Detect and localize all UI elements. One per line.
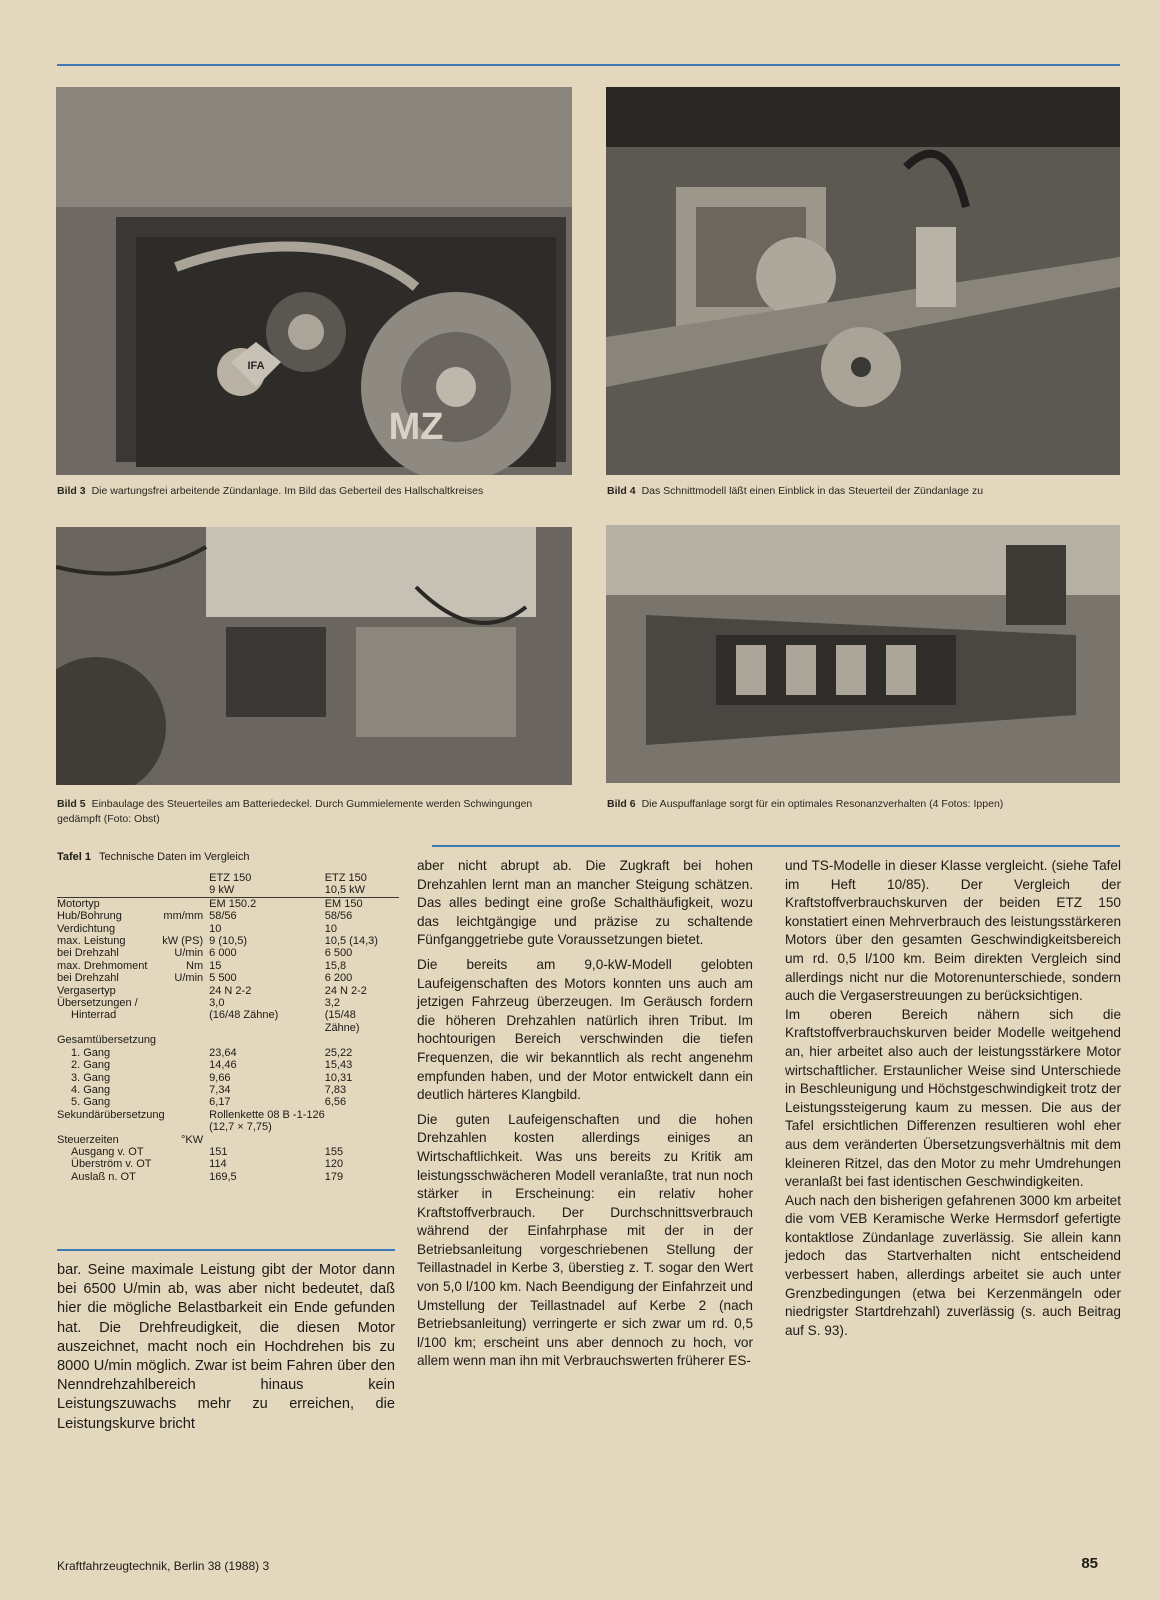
row-label: 5. Gang bbox=[71, 1096, 111, 1109]
row-label-cell bbox=[57, 1072, 209, 1084]
row-label-cell bbox=[57, 923, 209, 935]
paragraph: und TS-Modelle in dieser Klasse vergleicht. (siehe Tafel im Heft 10/85). Der Vergleich der Kraftstoffverbrauchskurven der beiden ETZ 150 konstatiert einen Mehrverbrauch des leistungsstärkeren Motors über den gesamten Geschwindigkeitsbereich um rd. 0,5 l/100 km. Beim direkten Vergleich sind allerdings nicht nur die Motorenunterschiede, sondern auch die Vergaserstreuungen zu berücksichtigen. bbox=[785, 858, 1121, 1004]
value-cell-10-5kw: Zähne) bbox=[324, 1021, 360, 1034]
table-row bbox=[57, 910, 399, 922]
caption-label: Bild 5 bbox=[57, 798, 86, 810]
row-unit: U/min bbox=[174, 947, 204, 960]
spec-table bbox=[57, 872, 399, 1183]
row-label: bei Drehzahl bbox=[57, 972, 119, 985]
value-cell-10-5kw: 10,5 (14,3) bbox=[324, 935, 378, 948]
table-label: Tafel 1 bbox=[57, 851, 92, 863]
value-cell-10-5kw: 10,31 bbox=[324, 1071, 353, 1084]
value-cell-10-5kw: 120 bbox=[324, 1158, 344, 1171]
value-cell-10-5kw bbox=[325, 1109, 399, 1121]
table-row bbox=[57, 1059, 399, 1071]
row-label-cell bbox=[57, 910, 209, 922]
caption-text: Die wartungsfrei arbeitende Zündanlage. Im Bild das Geberteil des Hallschaltkreises bbox=[91, 485, 484, 497]
value-cell-9kw: 114 bbox=[209, 1158, 227, 1171]
paragraph: Die bereits am 9,0-kW-Modell gelobten Laufeigenschaften des Motors konnten uns auch am jetzigen Fahrzeug überzeugen. Im Geräusch fordern die höheren Drehzahlen natürlich ihren Tribut. Im hochtourigen Bereich verschwinden die tiefen Frequenzen, die wir bekanntlich als recht angenehm empfunden haben, und der Motor entwickelt dann ein deutlich härteres Klangbild. bbox=[417, 956, 753, 1103]
value-cell-10-5kw: 7,83 bbox=[324, 1083, 347, 1096]
value-cell-9kw: 15 bbox=[209, 959, 222, 972]
row-label-cell bbox=[57, 1059, 209, 1071]
row-label: bei Drehzahl bbox=[57, 947, 119, 960]
row-label-cell bbox=[57, 985, 209, 997]
row-label-cell bbox=[57, 972, 209, 984]
value-cell-10-5kw: 179 bbox=[324, 1170, 344, 1183]
table-row bbox=[57, 923, 399, 935]
caption-text: Einbaulage des Steuerteiles am Batteriedeckel. Durch Gummielemente werden Schwingungen gedämpft (Foto: Obst) bbox=[57, 798, 533, 825]
table-row bbox=[57, 1009, 399, 1021]
table-row bbox=[57, 1047, 399, 1059]
table-row bbox=[57, 1084, 399, 1096]
row-label-cell bbox=[57, 1158, 209, 1170]
row-label-cell bbox=[57, 1096, 209, 1108]
table-title bbox=[57, 851, 249, 863]
value-cell-9kw: 10 bbox=[209, 922, 222, 935]
paragraph: bar. Seine maximale Leistung gibt der Motor dann bei 6500 U/min ab, was aber nicht bedeutet, daß hier die mögliche Belastbarkeit ein Ende gefunden hat. Die Drehfreudigkeit, die diesen Motor auszeichnet, macht noch ein Hochdrehen bis zu 8000 U/min möglich. Zwar ist beim Fahren über den Nenndrehzahlbereich hinaus kein Leistungszuwachs mehr zu erreichen, die Leistungskurve bricht bbox=[57, 1262, 395, 1432]
value-cell-10-5kw: 10 bbox=[324, 922, 337, 935]
value-cell-9kw: 7,34 bbox=[209, 1083, 231, 1096]
body-text-right-column bbox=[785, 857, 1121, 1340]
value-cell-10-5kw: (15/48 bbox=[324, 1009, 356, 1022]
row-label-cell bbox=[57, 947, 209, 959]
value-cell-10-5kw: EM 150 bbox=[324, 897, 363, 910]
value-cell-10-5kw: 6 500 bbox=[324, 947, 353, 960]
value-cell-10-5kw: 6,56 bbox=[324, 1096, 347, 1109]
column-header: 10,5 kW bbox=[324, 884, 366, 897]
table-row bbox=[57, 935, 399, 947]
value-cell-10-5kw: 155 bbox=[324, 1145, 344, 1158]
value-cell-9kw: 9,66 bbox=[209, 1071, 231, 1084]
table-row bbox=[57, 1096, 399, 1108]
body-text-left-column bbox=[57, 1261, 395, 1434]
value-cell-9kw: 151 bbox=[209, 1145, 228, 1158]
table-row bbox=[57, 1034, 399, 1046]
value-cell-9kw: Rollenkette 08 B -1-126 bbox=[209, 1108, 325, 1121]
value-cell-9kw bbox=[209, 1022, 325, 1034]
value-cell-9kw: 6 000 bbox=[209, 947, 237, 960]
photo-bild4-cutaway-control-unit bbox=[606, 87, 1120, 475]
value-cell-10-5kw: 15,43 bbox=[324, 1059, 353, 1072]
top-rule bbox=[57, 64, 1120, 66]
value-cell-9kw: 24 N 2-2 bbox=[209, 984, 252, 997]
value-cell-9kw: 58/56 bbox=[209, 910, 237, 923]
table-row bbox=[57, 1022, 399, 1034]
table-row bbox=[57, 1134, 399, 1146]
value-cell-10-5kw: 6 200 bbox=[324, 972, 353, 985]
row-label-cell bbox=[57, 1171, 209, 1183]
page-number: 85 bbox=[1081, 1555, 1098, 1572]
row-label: Verdichtung bbox=[57, 922, 116, 935]
photo-bild3-ignition-rotor bbox=[56, 87, 572, 475]
value-cell-9kw: 23,64 bbox=[209, 1046, 237, 1059]
mid-rule-right bbox=[432, 845, 1120, 847]
column-header: ETZ 150 bbox=[209, 872, 252, 884]
row-unit: kW (PS) bbox=[162, 935, 204, 948]
value-cell-9kw: 14,46 bbox=[209, 1059, 237, 1072]
value-cell-9kw bbox=[209, 1134, 325, 1146]
row-label-cell bbox=[57, 1022, 209, 1034]
value-cell-9kw: 5 500 bbox=[209, 972, 237, 985]
table-header-row bbox=[57, 884, 399, 897]
mz-badge: MZ bbox=[388, 406, 444, 448]
table-row bbox=[57, 1072, 399, 1084]
row-label: Hub/Bohrung bbox=[57, 910, 122, 923]
row-label: Hinterrad bbox=[71, 1009, 117, 1022]
row-label: 4. Gang bbox=[71, 1083, 111, 1096]
table-row bbox=[57, 960, 399, 972]
row-label-cell bbox=[57, 1047, 209, 1059]
table-row bbox=[57, 947, 399, 959]
caption-label: Bild 6 bbox=[607, 798, 636, 810]
row-label: Überström v. OT bbox=[71, 1158, 152, 1171]
table-row bbox=[57, 1146, 399, 1158]
table-row bbox=[57, 985, 399, 997]
paragraph: aber nicht abrupt ab. Die Zugkraft bei hohen Drehzahlen lernt man an mancher Steigung schätzen. Das alles bedingt eine große Schalthäufigkeit, wozu das leichtgängige und präzise zu schaltende Fünfganggetriebe gute Voraussetzungen bietet. bbox=[417, 858, 753, 948]
value-cell-10-5kw: 24 N 2-2 bbox=[324, 984, 367, 997]
value-cell-10-5kw bbox=[325, 1034, 399, 1046]
caption-label: Bild 3 bbox=[57, 485, 86, 497]
footer-journal: Kraftfahrzeugtechnik, Berlin 38 (1988) 3 bbox=[57, 1559, 270, 1573]
left-column-rule bbox=[57, 1249, 395, 1251]
paragraph: Im oberen Bereich nähern sich die Kraftstoffverbrauchskurven beider Modelle weitgehend an, hier arbeitet also auch der leistungsstärkere Motor wirtschaftlicher. Erstaunlicher Weise sind Unterschiede in Beschleunigung und Höchstgeschwindigkeit trotz der Leistungssteigerung kaum zu messen. Die aus der Tafel ersichtlichen Differenzen resultieren wohl eher aus dem veränderten Übersetzungsverhältnis mit dem kleineren Ritzel, das den Motor zu mehr Umdrehungen veranlaßt bei fast identischen Geschwindigkeiten. bbox=[785, 1006, 1121, 1190]
photo-bild5-control-unit-mounting bbox=[56, 527, 572, 785]
row-label: Übersetzungen / bbox=[57, 997, 138, 1010]
ifa-logo: IFA bbox=[247, 360, 265, 372]
row-unit: mm/mm bbox=[163, 910, 204, 923]
row-label: Gesamtübersetzung bbox=[57, 1034, 157, 1047]
row-unit: U/min bbox=[174, 972, 204, 985]
table-row bbox=[57, 1158, 399, 1170]
value-cell-9kw: 9 (10,5) bbox=[209, 935, 248, 948]
caption-text: Das Schnittmodell läßt einen Einblick in das Steuerteil der Zündanlage zu bbox=[641, 485, 984, 497]
value-cell-9kw: (16/48 Zähne) bbox=[209, 1009, 279, 1022]
row-label-cell bbox=[57, 1146, 209, 1158]
value-cell-9kw: EM 150.2 bbox=[209, 897, 257, 910]
row-label-cell bbox=[57, 997, 209, 1009]
photo-bild6-exhaust-system bbox=[606, 525, 1120, 783]
row-label-cell bbox=[57, 1009, 209, 1021]
column-header: 9 kW bbox=[209, 884, 235, 897]
row-label: Ausgang v. OT bbox=[71, 1145, 144, 1158]
value-cell-9kw: (12,7 × 7,75) bbox=[209, 1121, 272, 1134]
row-label: 1. Gang bbox=[71, 1046, 111, 1059]
row-label: Steuerzeiten bbox=[57, 1133, 119, 1146]
caption-bild4 bbox=[607, 484, 1120, 499]
row-label: 2. Gang bbox=[71, 1059, 111, 1072]
row-label: 3. Gang bbox=[71, 1071, 111, 1084]
caption-bild3 bbox=[57, 484, 572, 499]
value-cell-10-5kw bbox=[325, 1121, 399, 1133]
value-cell-10-5kw: 25,22 bbox=[324, 1046, 353, 1059]
value-cell-10-5kw: 3,2 bbox=[324, 997, 341, 1010]
value-cell-9kw: 6,17 bbox=[209, 1096, 231, 1109]
table-row bbox=[57, 972, 399, 984]
row-label: Vergasertyp bbox=[57, 984, 116, 997]
paragraph: Auch nach den bisherigen gefahrenen 3000 km arbeitet die vom VEB Keramische Werke Hermsdorf gefertigte kontaktlose Zündanlage zuverlässig. Sie allein kann jedoch das Startverhalten nicht entscheidend verbessert haben, allerdings arbeitet sie auch unter Grenzbedingungen (etwa bei Kerzenmängeln oder niedrigster Startdrehzahl) zuverlässig (s. auch Beitrag auf S. 93). bbox=[785, 1192, 1121, 1338]
table-row bbox=[57, 1171, 399, 1183]
caption-text: Die Auspuffanlage sorgt für ein optimales Resonanzverhalten (4 Fotos: Ippen) bbox=[641, 798, 1004, 810]
row-label: max. Leistung bbox=[57, 935, 126, 948]
row-label: Auslaß n. OT bbox=[71, 1170, 136, 1183]
value-cell-9kw bbox=[209, 1034, 325, 1046]
table-row bbox=[57, 1121, 399, 1133]
value-cell-10-5kw bbox=[325, 1134, 399, 1146]
row-label: max. Drehmoment bbox=[57, 959, 148, 972]
row-label-cell bbox=[57, 1134, 209, 1146]
value-cell-9kw: 3,0 bbox=[209, 997, 225, 1010]
row-label: Sekundärübersetzung bbox=[57, 1108, 165, 1121]
body-text-middle-column bbox=[417, 857, 753, 1377]
row-label-cell bbox=[57, 897, 209, 910]
value-cell-9kw: 169,5 bbox=[209, 1170, 237, 1183]
row-label-cell bbox=[57, 1084, 209, 1096]
row-label-cell bbox=[57, 1121, 209, 1133]
caption-bild5 bbox=[57, 797, 572, 827]
value-cell-10-5kw: 15,8 bbox=[324, 959, 347, 972]
caption-bild6 bbox=[607, 797, 1120, 812]
caption-label: Bild 4 bbox=[607, 485, 636, 497]
paragraph: Die guten Laufeigenschaften und die hohen Drehzahlen kosten allerdings einiges an Wirtschaftlichkeit. Was uns bereits zu Kritik am leistungsschwächeren Modell veranlaßte, trat nun noch stärker in Erscheinung: ein relativ hoher Kraftstoffverbrauch. Der Durchschnittsverbrauch während der Einfahrphase mit der in der Betriebsanleitung vorgeschriebenen Stellung der Teillastnadel in Kerbe 3, überstieg z. T. sogar den Wert von 5,0 l/100 km. Nach Beendigung der Einfahrzeit und Umstellung der Teillastnadel auf Kerbe 2 (nach Betriebsanleitung) verringerte er sich zwar um rd. 0,5 l/100 km; erscheint uns aber dennoch zu hoch, vor allem wenn man ihn mit Verbrauchswerten früherer ES- bbox=[417, 1111, 753, 1369]
row-label-cell bbox=[57, 960, 209, 972]
table-caption: Technische Daten im Vergleich bbox=[99, 851, 250, 863]
table-row bbox=[57, 997, 399, 1009]
table-header-row bbox=[57, 872, 399, 884]
table-row bbox=[57, 897, 399, 910]
row-label-cell bbox=[57, 935, 209, 947]
row-label-cell bbox=[57, 1034, 209, 1046]
row-unit: Nm bbox=[186, 959, 204, 972]
table-row bbox=[57, 1109, 399, 1121]
value-cell-10-5kw: 58/56 bbox=[324, 910, 353, 923]
row-unit: °KW bbox=[181, 1133, 204, 1146]
column-header: ETZ 150 bbox=[324, 872, 367, 884]
row-label-cell bbox=[57, 1109, 209, 1121]
row-label: Motortyp bbox=[57, 897, 100, 910]
